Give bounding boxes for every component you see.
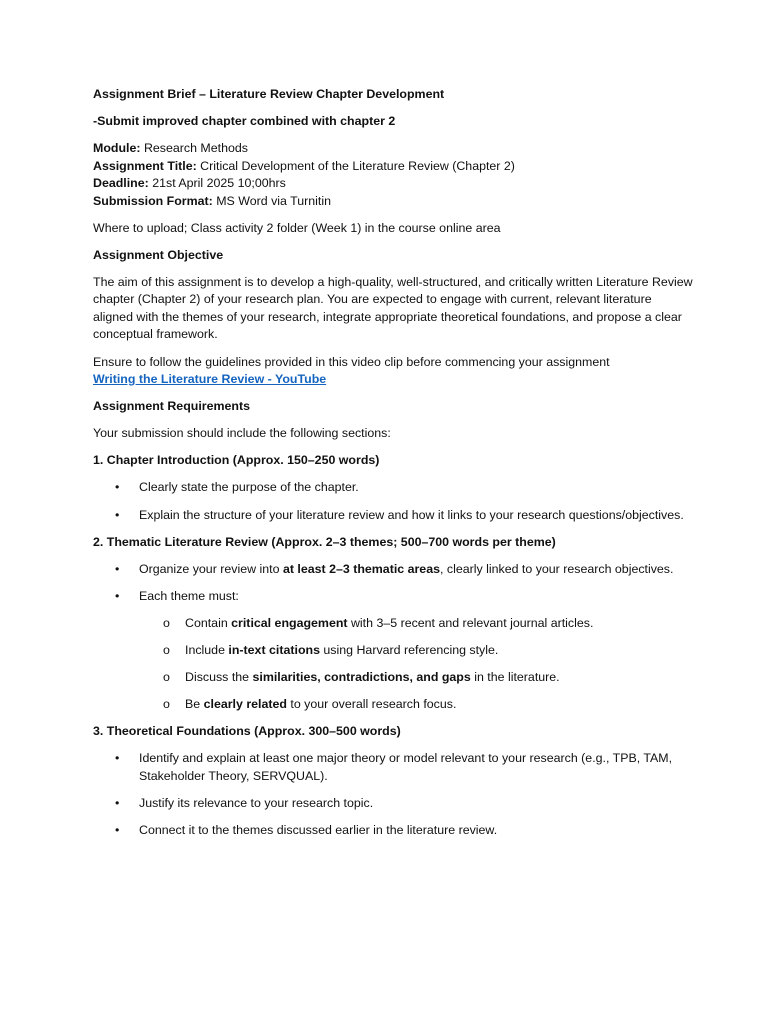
assignment-meta [93,140,693,210]
document-title: Assignment Brief – Literature Review Chapter Development [93,87,445,101]
bullet-icon: • [115,588,120,603]
list-item [93,822,693,840]
upload-note: Where to upload; Class activity 2 folder (Week 1) in the course online area [93,220,501,235]
list-item [93,507,693,525]
video-text: Ensure to follow the guidelines provided in this video clip before commencing your assignment [93,354,610,369]
meta-title-value: Critical Development of the Literature Review (Chapter 2) [196,158,515,173]
meta-module-label: Module: [93,141,141,156]
text-run: Contain [185,615,232,630]
bullet-icon: • [115,507,120,522]
meta-deadline-value: 21st April 2025 10;00hrs [148,176,286,191]
section1-heading: 1. Chapter Introduction (Approx. 150–250 words) [93,453,380,468]
list-item [93,479,693,497]
objective-text: The aim of this assignment is to develop a high-quality, well-structured, and critically written Literature Review chapter (Chapter 2) of your research plan. You are expected to engage with current, relevant literature aligned with the themes of your research, integrate appropriate theoretical foundations, and propose a clear conceptual framework. [93,274,693,342]
text-run: to your overall research focus. [286,697,457,712]
bullet-icon: • [115,561,120,576]
section3-list [93,750,693,839]
list-item [93,750,693,785]
video-paragraph [93,354,693,389]
sub-list-item [139,642,693,660]
section2-list [93,561,693,714]
meta-title-label: Assignment Title: [93,158,197,173]
text-run: Discuss the [185,670,253,685]
meta-module-value: Research Methods [140,141,248,156]
emphasis-text: similarities, contradictions, and gaps [252,670,471,685]
text-run: , clearly linked to your research objectives. [439,561,674,576]
list-item [93,795,693,813]
emphasis-text: clearly related [203,697,287,712]
bullet-icon: • [115,751,120,766]
meta-module [93,140,693,158]
list-item-text: Connect it to the themes discussed earlier in the literature review. [139,823,498,838]
bullet-icon: • [115,480,120,495]
sub-list-item [139,696,693,714]
emphasis-text: at least 2–3 thematic areas [282,561,440,576]
circle-bullet-icon: o [163,697,170,712]
text-run: in the literature. [470,670,560,685]
circle-bullet-icon: o [163,643,170,657]
text-run: Include [185,643,229,657]
text-run: Be [185,697,204,712]
emphasis-text: critical engagement [231,615,348,630]
meta-deadline [93,175,693,193]
youtube-link[interactable]: Writing the Literature Review - YouTube [93,372,327,387]
list-item-text: Each theme must: [139,588,239,603]
meta-title [93,158,693,176]
list-item-text: Justify its relevance to your research topic. [139,795,374,810]
list-item-text: Identify and explain at least one major theory or model relevant to your research (e.g., TPB, TAM, Stakeholder Theory, SERVQUAL). [139,751,673,783]
meta-format [93,193,693,211]
section3-heading: 3. Theoretical Foundations (Approx. 300–500 words) [93,724,401,739]
section2-heading: 2. Thematic Literature Review (Approx. 2–3 themes; 500–700 words per theme) [93,534,556,549]
list-item-text: Clearly state the purpose of the chapter. [139,480,359,495]
list-item-text: Explain the structure of your literature review and how it links to your research questions/objectives. [139,507,684,522]
theme-criteria-list [139,615,693,714]
circle-bullet-icon: o [163,615,170,630]
text-run: Organize your review into [139,561,283,576]
bullet-icon: • [115,795,120,810]
meta-deadline-label: Deadline: [93,176,149,191]
emphasis-text: in-text citations [228,643,320,657]
list-item-text [139,562,673,576]
meta-format-value: MS Word via Turnitin [212,193,332,208]
objective-heading: Assignment Objective [93,247,224,262]
list-item [93,561,693,579]
bullet-icon: • [115,823,120,838]
text-run: with 3–5 recent and relevant journal articles. [347,615,594,630]
meta-format-label: Submission Format: [93,193,213,208]
circle-bullet-icon: o [163,670,170,685]
requirements-intro: Your submission should include the following sections: [93,426,391,441]
document-page [93,86,693,849]
submit-note: -Submit improved chapter combined with chapter 2 [93,114,396,129]
sub-list-item [139,669,693,687]
text-run: using Harvard referencing style. [319,643,499,657]
requirements-heading: Assignment Requirements [93,399,250,414]
sub-list-item [139,615,693,633]
section1-list [93,479,693,524]
list-item [93,588,693,714]
